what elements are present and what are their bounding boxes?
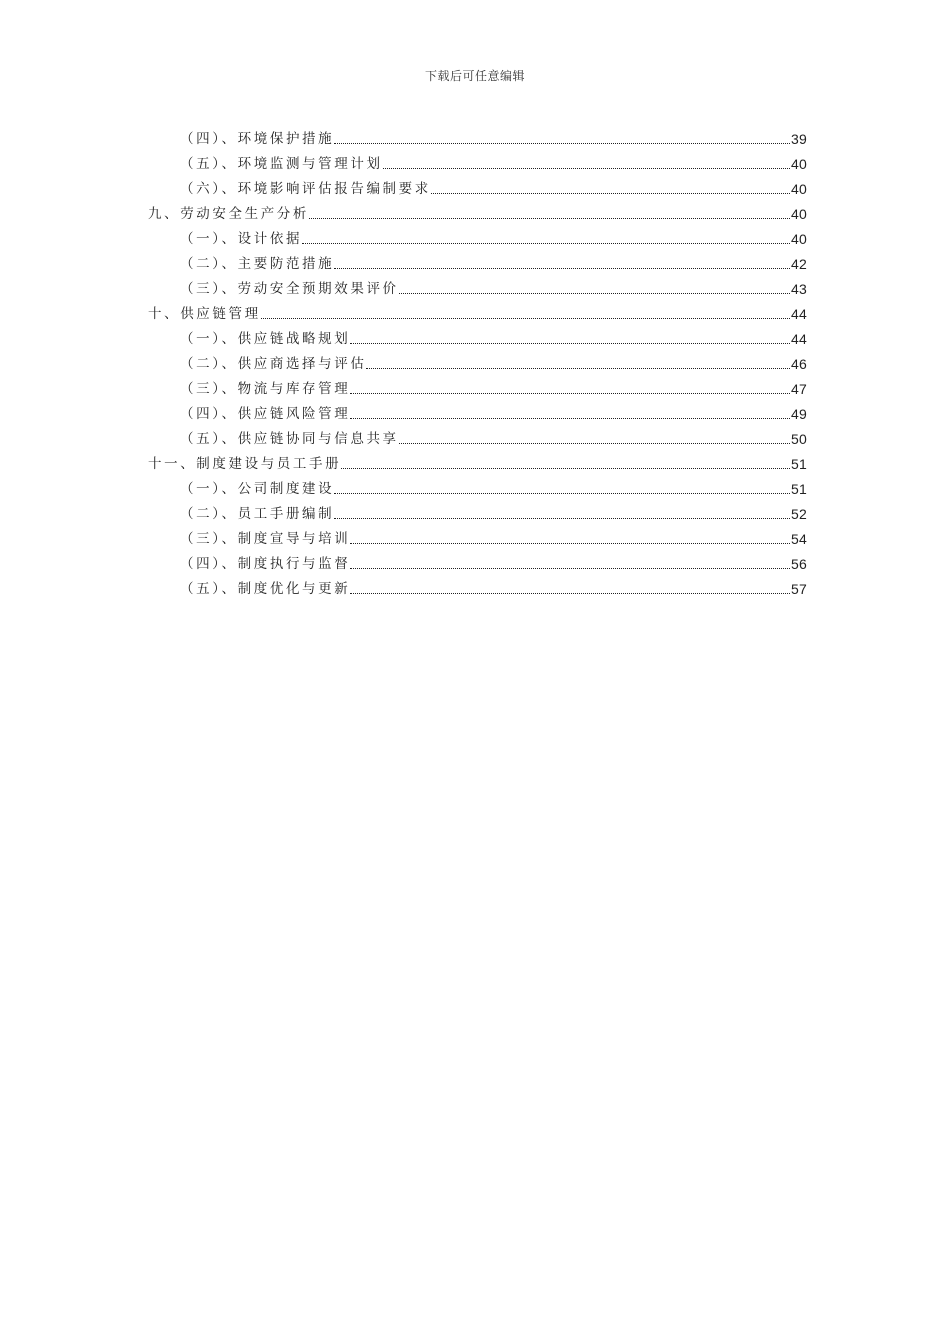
toc-entry-label: （三）、物流与库存管理 xyxy=(180,381,351,397)
toc-dot-leader xyxy=(334,493,790,494)
toc-entry[interactable] xyxy=(180,276,807,298)
toc-dot-leader xyxy=(350,593,790,594)
toc-page-number: 50 xyxy=(791,431,807,447)
toc-entry[interactable] xyxy=(180,151,807,173)
toc-page-number: 47 xyxy=(791,381,807,397)
toc-entry-label: 九、劳动安全生产分析 xyxy=(148,206,309,222)
toc-dot-leader xyxy=(350,343,790,344)
toc-entry-label: （二）、供应商选择与评估 xyxy=(180,356,367,372)
toc-dot-leader xyxy=(350,418,790,419)
toc-entry-label: （四）、制度执行与监督 xyxy=(180,556,351,572)
toc-page-number: 40 xyxy=(791,156,807,172)
toc-entry[interactable] xyxy=(148,451,807,473)
toc-dot-leader xyxy=(350,393,790,394)
toc-entry[interactable] xyxy=(180,401,807,423)
toc-dot-leader xyxy=(334,268,790,269)
toc-entry[interactable] xyxy=(180,351,807,373)
toc-page-number: 43 xyxy=(791,281,807,297)
toc-page-number: 49 xyxy=(791,406,807,422)
toc-dot-leader xyxy=(302,243,790,244)
toc-entry-label: （三）、劳动安全预期效果评价 xyxy=(180,281,399,297)
toc-entry[interactable] xyxy=(180,526,807,548)
toc-entry-label: （五）、制度优化与更新 xyxy=(180,581,351,597)
toc-entry[interactable] xyxy=(180,176,807,198)
toc-page-number: 44 xyxy=(791,306,807,322)
toc-page-number: 52 xyxy=(791,506,807,522)
toc-entry-label: （六）、环境影响评估报告编制要求 xyxy=(180,181,431,197)
toc-dot-leader xyxy=(309,218,790,219)
toc-dot-leader xyxy=(350,543,790,544)
toc-entry[interactable] xyxy=(180,326,807,348)
toc-page-number: 42 xyxy=(791,256,807,272)
toc-dot-leader xyxy=(399,293,790,294)
toc-entry[interactable] xyxy=(180,476,807,498)
toc-entry-label: 十、供应链管理 xyxy=(148,306,261,322)
toc-entry-label: 十一、制度建设与员工手册 xyxy=(148,456,342,472)
toc-page-number: 39 xyxy=(791,131,807,147)
page-header: 下载后可任意编辑 xyxy=(424,69,525,83)
toc-dot-leader xyxy=(334,143,790,144)
toc-page-number: 40 xyxy=(791,181,807,197)
toc-entry[interactable] xyxy=(180,501,807,523)
toc-entry[interactable] xyxy=(180,251,807,273)
toc-entry[interactable] xyxy=(148,301,807,323)
toc-entry[interactable] xyxy=(180,551,807,573)
toc-entry[interactable] xyxy=(180,376,807,398)
toc-dot-leader xyxy=(334,518,790,519)
toc-dot-leader xyxy=(383,168,790,169)
toc-entry[interactable] xyxy=(180,576,807,598)
toc-page-number: 51 xyxy=(791,456,807,472)
toc-entry-label: （二）、主要防范措施 xyxy=(180,256,335,272)
toc-entry-label: （二）、员工手册编制 xyxy=(180,506,335,522)
toc-page-number: 40 xyxy=(791,206,807,222)
toc-entry-label: （五）、供应链协同与信息共享 xyxy=(180,431,399,447)
toc-dot-leader xyxy=(399,443,790,444)
toc-dot-leader xyxy=(431,193,790,194)
toc-entry-label: （五）、环境监测与管理计划 xyxy=(180,156,383,172)
toc-dot-leader xyxy=(366,368,790,369)
toc-entry[interactable] xyxy=(180,126,807,148)
toc-entry-label: （一）、设计依据 xyxy=(180,231,303,247)
toc-entry-label: （一）、供应链战略规划 xyxy=(180,331,351,347)
toc-entry-label: （三）、制度宣导与培训 xyxy=(180,531,351,547)
toc-page-number: 46 xyxy=(791,356,807,372)
toc-page-number: 57 xyxy=(791,581,807,597)
toc-entry[interactable] xyxy=(148,201,807,223)
toc-page-number: 44 xyxy=(791,331,807,347)
toc-dot-leader xyxy=(341,468,790,469)
toc-entry-label: （四）、供应链风险管理 xyxy=(180,406,351,422)
toc-entry[interactable] xyxy=(180,426,807,448)
toc-page-number: 51 xyxy=(791,481,807,497)
toc-dot-leader xyxy=(350,568,790,569)
toc-page-number: 40 xyxy=(791,231,807,247)
toc-entry-label: （四）、环境保护措施 xyxy=(180,131,335,147)
toc-dot-leader xyxy=(261,318,790,319)
toc-entry-label: （一）、公司制度建设 xyxy=(180,481,335,497)
toc-entry[interactable] xyxy=(180,226,807,248)
toc-page-number: 56 xyxy=(791,556,807,572)
toc-page-number: 54 xyxy=(791,531,807,547)
